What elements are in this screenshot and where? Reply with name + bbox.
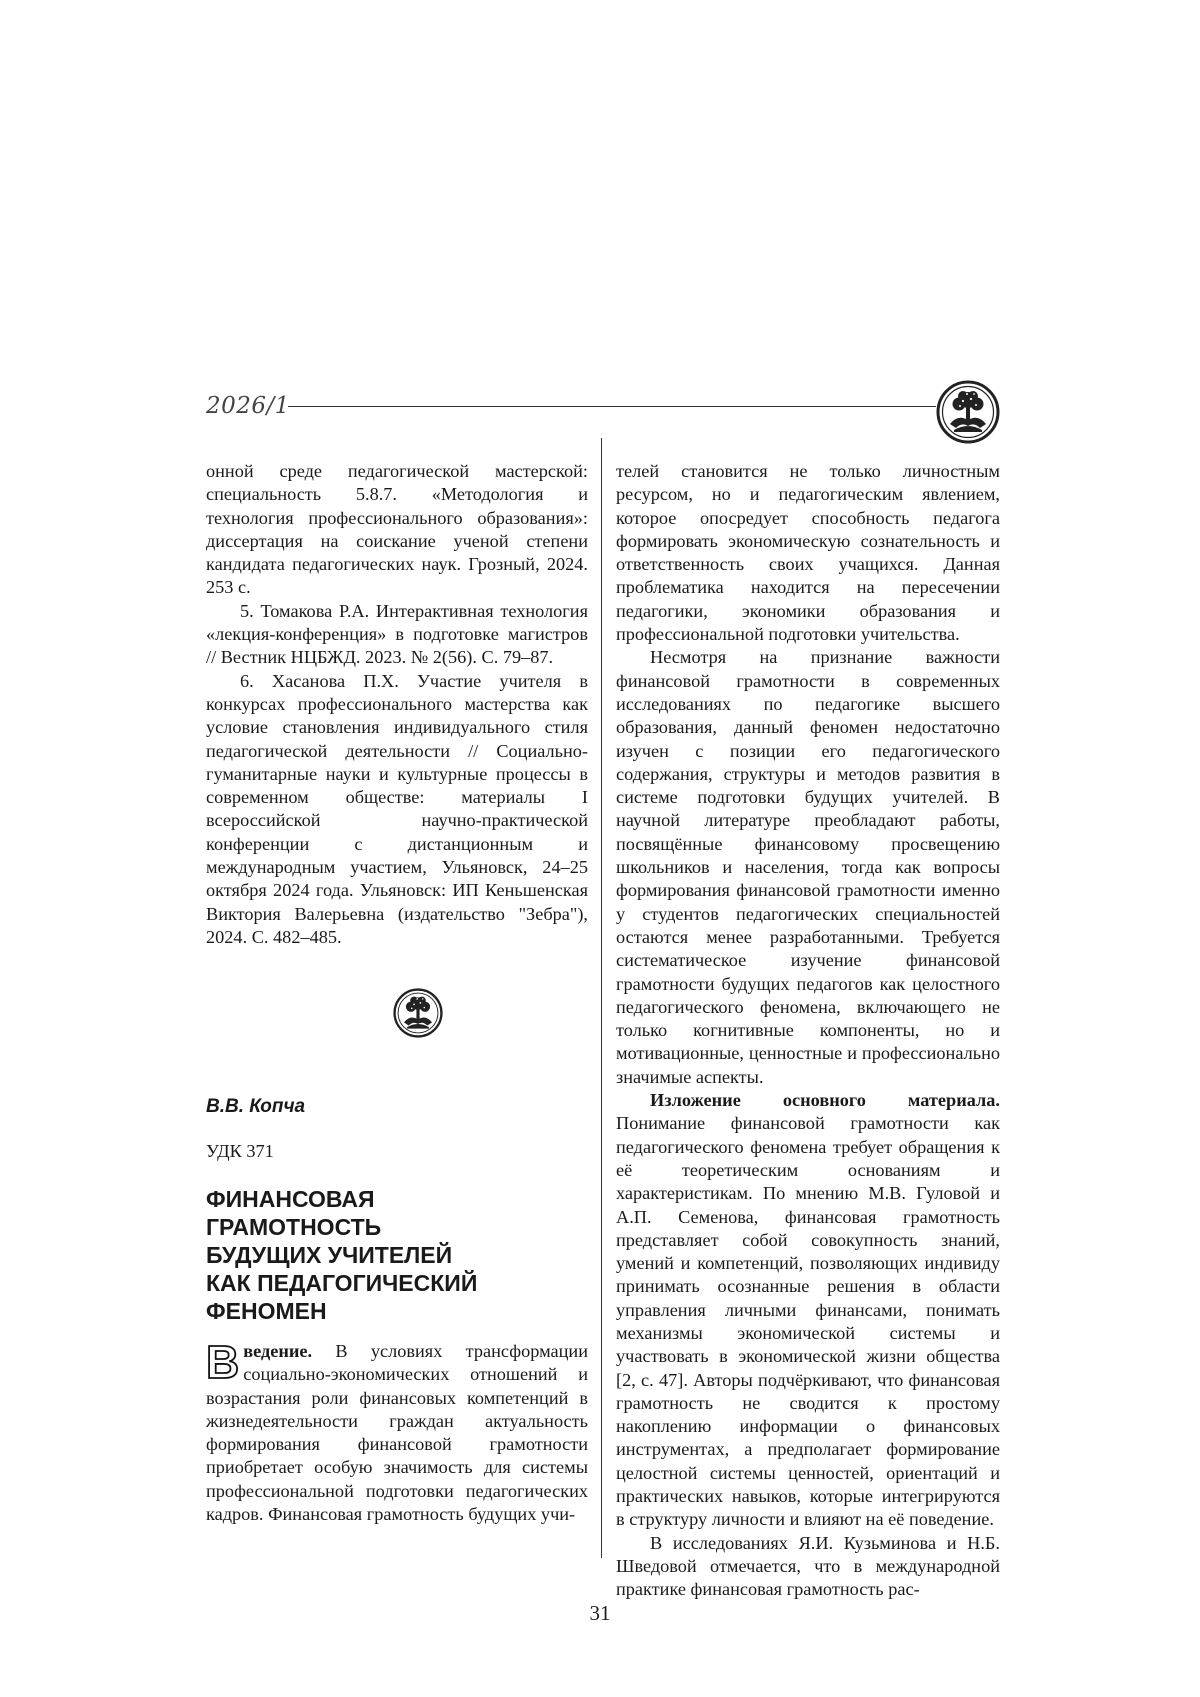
title-line: КАК ПЕДАГОГИЧЕСКИЙ bbox=[206, 1270, 478, 1296]
issue-number: 2026/1 bbox=[206, 393, 290, 419]
tree-emblem-icon bbox=[393, 988, 443, 1038]
reference-6: 6. Хасанова П.Х. Участие учителя в конкурсах профессионального мастерства как условие становления индивидуального стиля педагогической деятельности // Социально-гуманитарные науки и культурные процессы в современном обществе: материалы I всероссийской научно-практической конференции с дистанционным и международным участием, Ульяновск, 24–25 октября 2024 года. Ульяновск: ИП Кеньшенская Виктория Валерьевна (издательство "Зебра"), 2024. С. 482–485. bbox=[206, 670, 588, 947]
title-line: ФИНАНСОВАЯ bbox=[206, 1186, 375, 1212]
reference-5: 5. Томакова Р.А. Интерактивная технология «лекция-конференция» в подготовке магистров // Вестник НЦБЖД. 2023. № 2(56). С. 79–87. bbox=[206, 600, 588, 668]
section-heading: Изложение основного материала. bbox=[650, 1090, 1000, 1111]
right-column bbox=[616, 460, 1000, 1602]
reference-4-tail: онной среде педагогической мастерской: специальность 5.8.7. «Методология и технология профессионального образования»: диссертация на соискание ученой степени кандидата педагогических наук. Грозный, 2024. 253 с. bbox=[206, 461, 588, 598]
title-line: ГРАМОТНОСТЬ bbox=[206, 1214, 382, 1240]
body-paragraph: В исследованиях Я.И. Кузьминова и Н.Б. Шведовой отмечается, что в международной практике финансовая грамотность рас- bbox=[616, 1532, 1000, 1600]
intro-heading: ведение. bbox=[243, 1341, 313, 1361]
drop-cap: В bbox=[206, 1336, 240, 1388]
tree-emblem-icon bbox=[936, 380, 1000, 444]
title-line: БУДУЩИХ УЧИТЕЛЕЙ bbox=[206, 1242, 453, 1268]
udk-code: УДК 371 bbox=[206, 1141, 274, 1161]
article-title bbox=[206, 1185, 586, 1325]
column-divider bbox=[601, 438, 602, 1558]
intro-text: В условиях трансформации социально-экономических отношений и возрастания роли финансовых компетенций в жизнедеятельности граждан актуальность формирования финансовой грамотности приобретает особую значимость для системы профессиональной подготовки педагогических кадров. Финансовая грамотность будущих учи- bbox=[206, 1341, 588, 1525]
page-number: 31 bbox=[589, 1601, 611, 1625]
header-rule bbox=[288, 406, 936, 407]
title-line: ФЕНОМЕН bbox=[206, 1298, 327, 1324]
intro-paragraph bbox=[206, 1336, 588, 1526]
article-author: В.В. Копча bbox=[206, 1096, 306, 1117]
reference-list bbox=[206, 460, 588, 949]
body-paragraph: Несмотря на признание важности финансовой грамотности в современных исследованиях по педагогике высшего образования, данный феномен недостаточно изучен с позиции его педагогического содержания, структуры и методов развития в системе подготовки будущих учителей. В научной литературе преобладают работы, посвящённые финансовому просвещению школьников и населения, тогда как вопросы формирования финансовой грамотности именно у студентов педагогических специальностей остаются менее разработанными. Требуется систематическое изучение финансовой грамотности будущих педагогов как целостного педагогического феномена, включающего не только когнитивные компоненты, но и мотивационные, ценностные и профессионально значимые аспекты. bbox=[616, 647, 1000, 1087]
main-material-paragraph bbox=[616, 1089, 1000, 1532]
body-paragraph: телей становится не только личностным ресурсом, но и педагогическим явлением, которое опосредует способность педагога формировать экономическую сознательность и ответственность своих учащихся. Данная проблематика находится на пересечении педагогики, экономики образования и профессиональной подготовки учительства. bbox=[616, 461, 1000, 645]
introduction-section bbox=[206, 1336, 588, 1526]
section-text: Понимание финансовой грамотности как педагогического феномена требует обращения к её теоретическим основаниям и характеристикам. По мнению М.В. Гуловой и А.П. Семенова, финансовая грамотность представляет собой совокупность знаний, умений и компетенций, позволяющих индивиду принимать осознанные решения в области управления личными финансами, понимать механизмы экономической системы и участвовать в экономической жизни общества [2, с. 47]. Авторы подчёркивают, что финансовая грамотность не сводится к простому накоплению информации о финансовых инструментах, а предполагает формирование целостной системы ценностей, ориентаций и практических навыков, которые интегрируются в структуру личности и влияют на её поведение. bbox=[616, 1113, 1000, 1530]
